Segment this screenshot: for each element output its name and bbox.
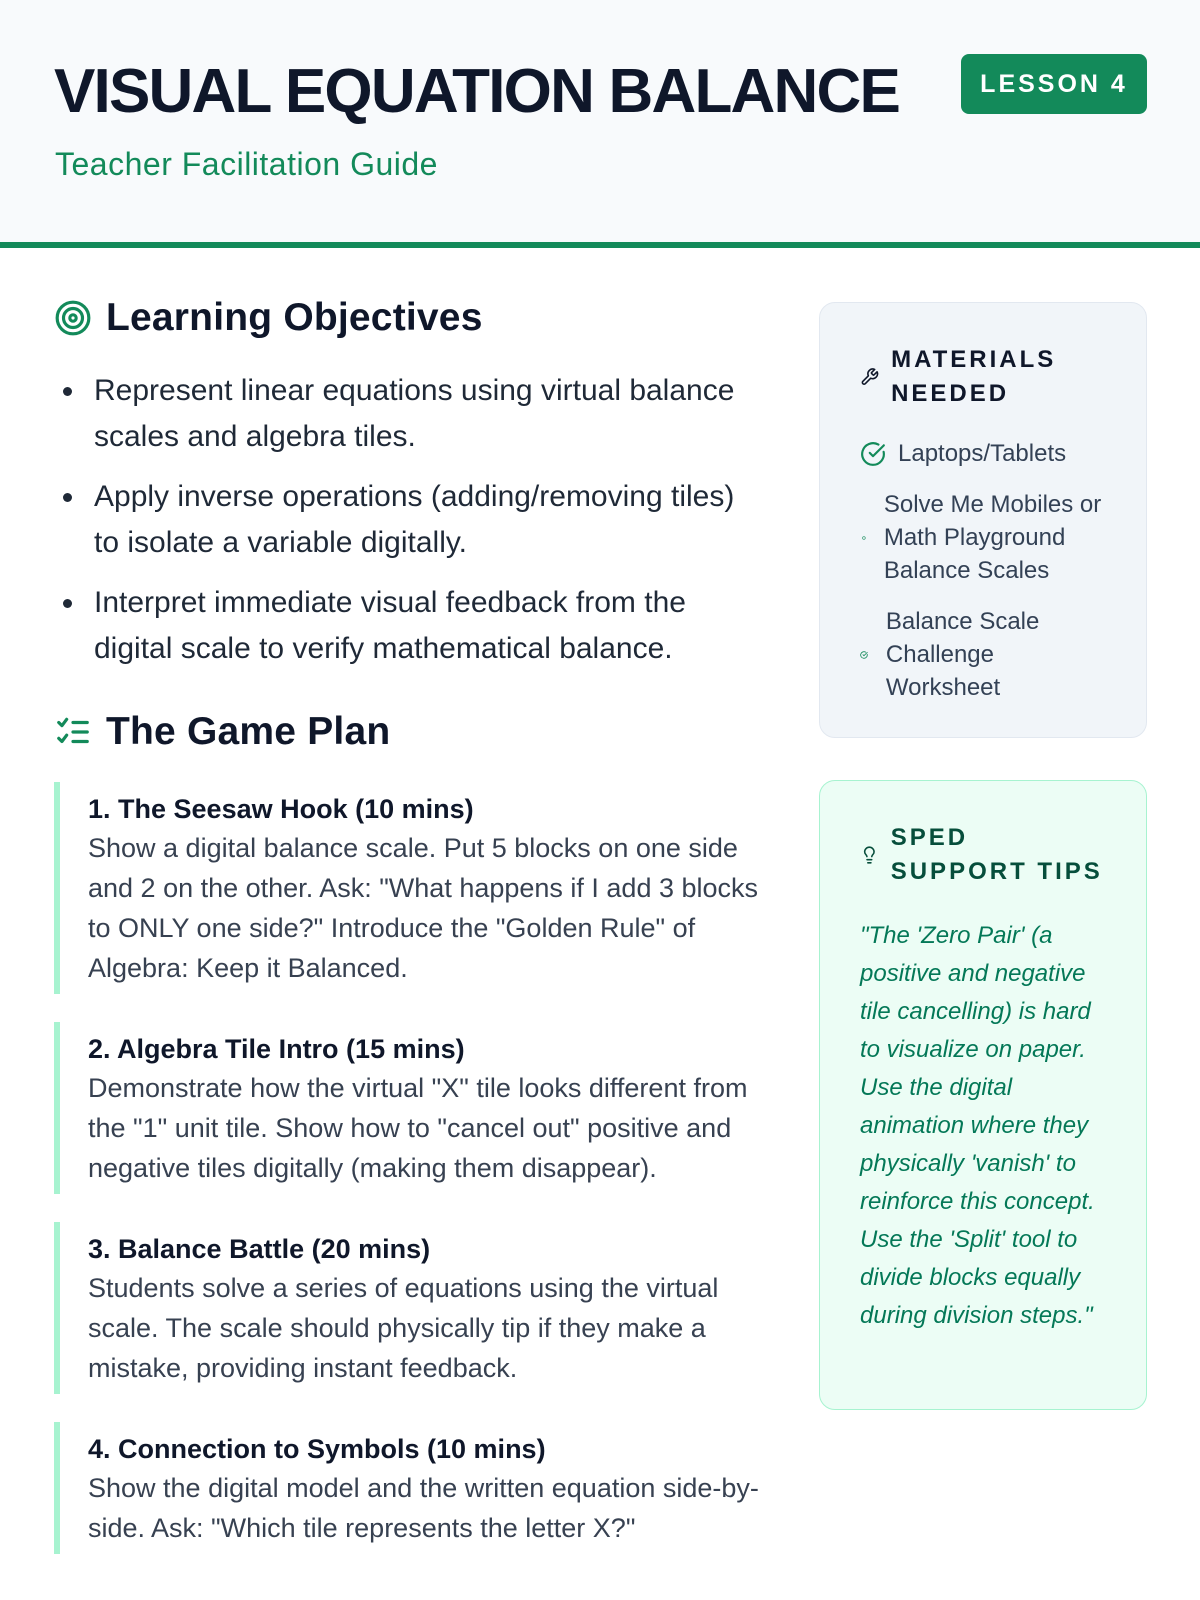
lesson-badge: LESSON 4 <box>961 54 1147 114</box>
materials-card <box>819 302 1147 738</box>
list-item <box>860 605 1106 704</box>
target-icon <box>54 299 92 337</box>
materials-list <box>860 437 1106 704</box>
step-description: Demonstrate how the virtual "X" tile looks different from the "1" unit tile. Show how to "cancel out" positive and negative tiles digitally (making them disappear). <box>88 1073 748 1183</box>
page-title: VISUAL EQUATION BALANCE <box>54 57 900 126</box>
step-title: 1. The Seesaw Hook (10 mins) <box>88 794 474 824</box>
list-item: Interpret immediate visual feedback from the digital scale to verify mathematical balance. <box>54 580 766 672</box>
page-subtitle: Teacher Facilitation Guide <box>55 146 438 182</box>
dot-icon <box>862 533 866 543</box>
step-title: 4. Connection to Symbols (10 mins) <box>88 1434 546 1464</box>
step-description: Show a digital balance scale. Put 5 blocks on one side and 2 on the other. Ask: "What happens if I add 3 blocks to ONLY one side?" Introduce the "Golden Rule" of Algebra: Keep it Balanced. <box>88 833 759 983</box>
step-item <box>54 1222 766 1394</box>
checklist-icon <box>54 713 92 751</box>
list-item <box>860 488 1106 587</box>
material-label: Laptops/Tablets <box>898 440 1067 467</box>
steps-list <box>54 782 766 1554</box>
list-item <box>860 437 1106 470</box>
main-column <box>54 296 766 1582</box>
sped-quote: "The 'Zero Pair' (a positive and negative tile cancelling) is hard to visualize on paper. Use the digital animation where they physically 'vanish' to reinforce this concept. Use the 'Split' tool to divide blocks equally during division steps." <box>860 922 1095 1329</box>
objectives-list <box>54 368 766 672</box>
step-item <box>54 1022 766 1194</box>
lightbulb-icon <box>860 842 879 868</box>
sped-heading <box>860 821 1106 889</box>
objectives-heading <box>54 296 766 340</box>
list-item: Represent linear equations using virtual balance scales and algebra tiles. <box>54 368 766 460</box>
step-description: Show the digital model and the written equation side-by-side. Ask: "Which tile represents the letter X?" <box>88 1473 759 1543</box>
wrench-icon <box>860 364 879 390</box>
check-circle-icon <box>860 441 886 467</box>
step-title: 2. Algebra Tile Intro (15 mins) <box>88 1034 465 1064</box>
gameplan-heading-text: The Game Plan <box>106 710 391 753</box>
step-item <box>54 782 766 994</box>
gameplan-heading <box>54 710 766 754</box>
check-circle-icon <box>860 648 868 662</box>
materials-heading-text: MATERIALS NEEDED <box>891 346 1057 407</box>
material-label: Solve Me Mobiles or Math Playground Balance Scales <box>883 491 1102 584</box>
step-title: 3. Balance Battle (20 mins) <box>88 1234 431 1264</box>
step-description: Students solve a series of equations using the virtual scale. The scale should physically tip if they make a mistake, providing instant feedback. <box>88 1273 719 1383</box>
materials-heading <box>860 343 1106 411</box>
list-item: Apply inverse operations (adding/removing tiles) to isolate a variable digitally. <box>54 474 766 566</box>
material-label: Balance Scale Challenge Worksheet <box>885 608 1040 701</box>
sped-card <box>819 780 1147 1410</box>
sped-heading-text: SPED SUPPORT TIPS <box>890 824 1103 885</box>
objectives-heading-text: Learning Objectives <box>106 296 483 339</box>
step-item <box>54 1422 766 1554</box>
page-header <box>0 0 1200 248</box>
